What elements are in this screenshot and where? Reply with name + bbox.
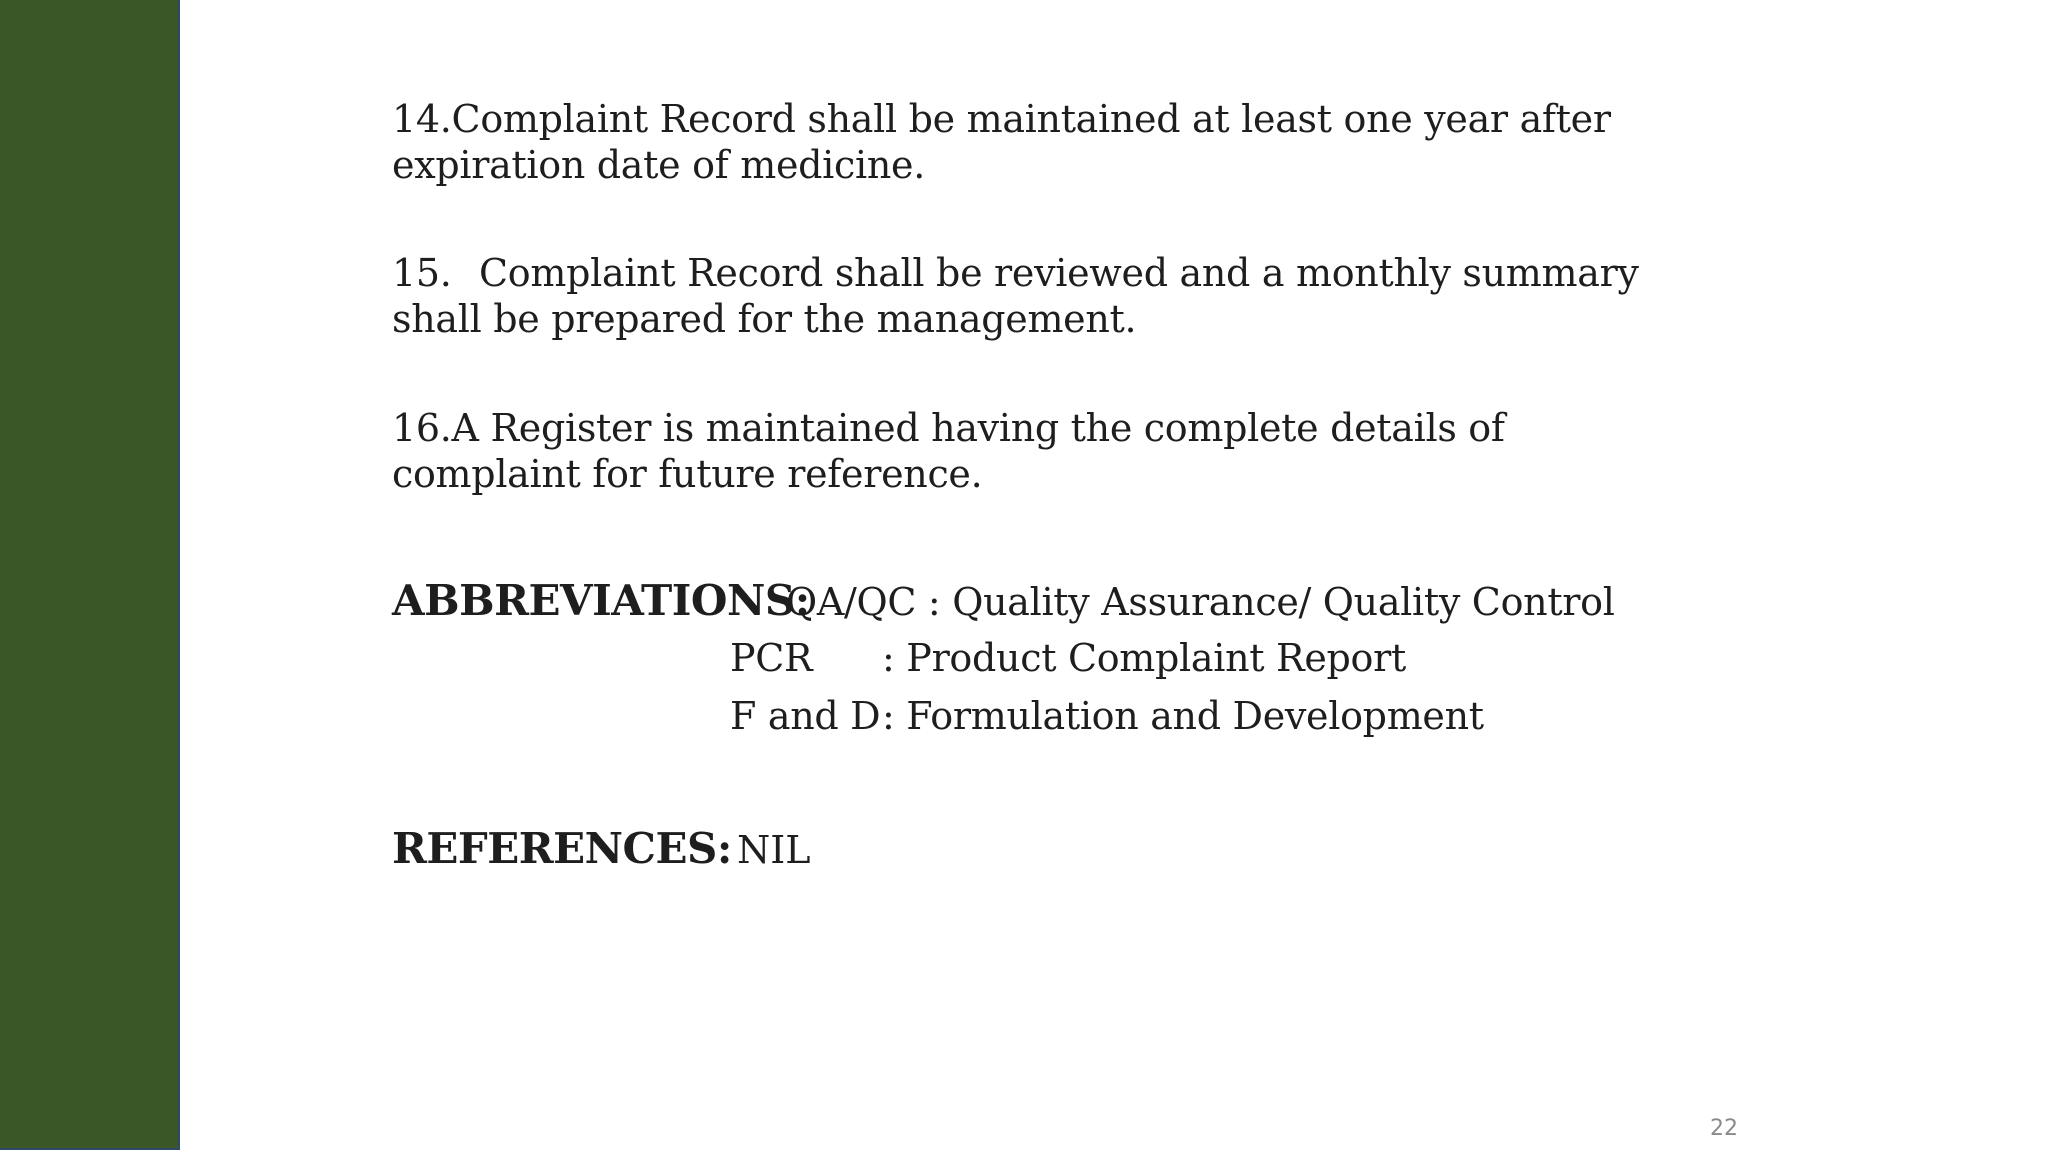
references-heading: REFERENCES: [392,824,732,873]
abbreviation-entry [730,694,1484,738]
item-15-number: 15. [392,251,452,295]
page-number: 22 [1710,1116,1738,1141]
abbreviation-term: PCR [730,636,813,680]
abbreviation-definition: Quality Assurance/ Quality Control [952,580,1615,624]
item-16 [392,405,1642,497]
abbreviation-definition: Formulation and Development [906,694,1484,738]
references-value: NIL [736,828,811,872]
abbreviation-entry [730,636,1406,680]
abbreviations-heading: ABBREVIATIONS: [392,576,810,625]
abbreviation-separator: : [882,694,895,738]
item-15-text: Complaint Record shall be reviewed and a monthly summary shall be prepared for the management. [392,251,1639,341]
references [392,824,810,873]
abbreviation-definition: Product Complaint Report [906,636,1406,680]
abbreviation-term: F and D [730,694,881,738]
abbreviation-term: QA/QC [786,580,917,624]
item-16-number: 16. [392,406,452,450]
item-14 [392,96,1642,188]
abbreviation-separator: : [927,580,941,624]
side-accent-bar [0,0,180,1150]
item-14-number: 14. [392,97,452,141]
abbreviation-entry [786,580,1615,624]
item-14-text: Complaint Record shall be maintained at least one year after expiration date of medicine. [392,97,1611,187]
item-16-text: A Register is maintained having the complete details of complaint for future reference. [392,406,1505,496]
item-15 [392,250,1642,342]
abbreviation-separator: : [882,636,895,680]
